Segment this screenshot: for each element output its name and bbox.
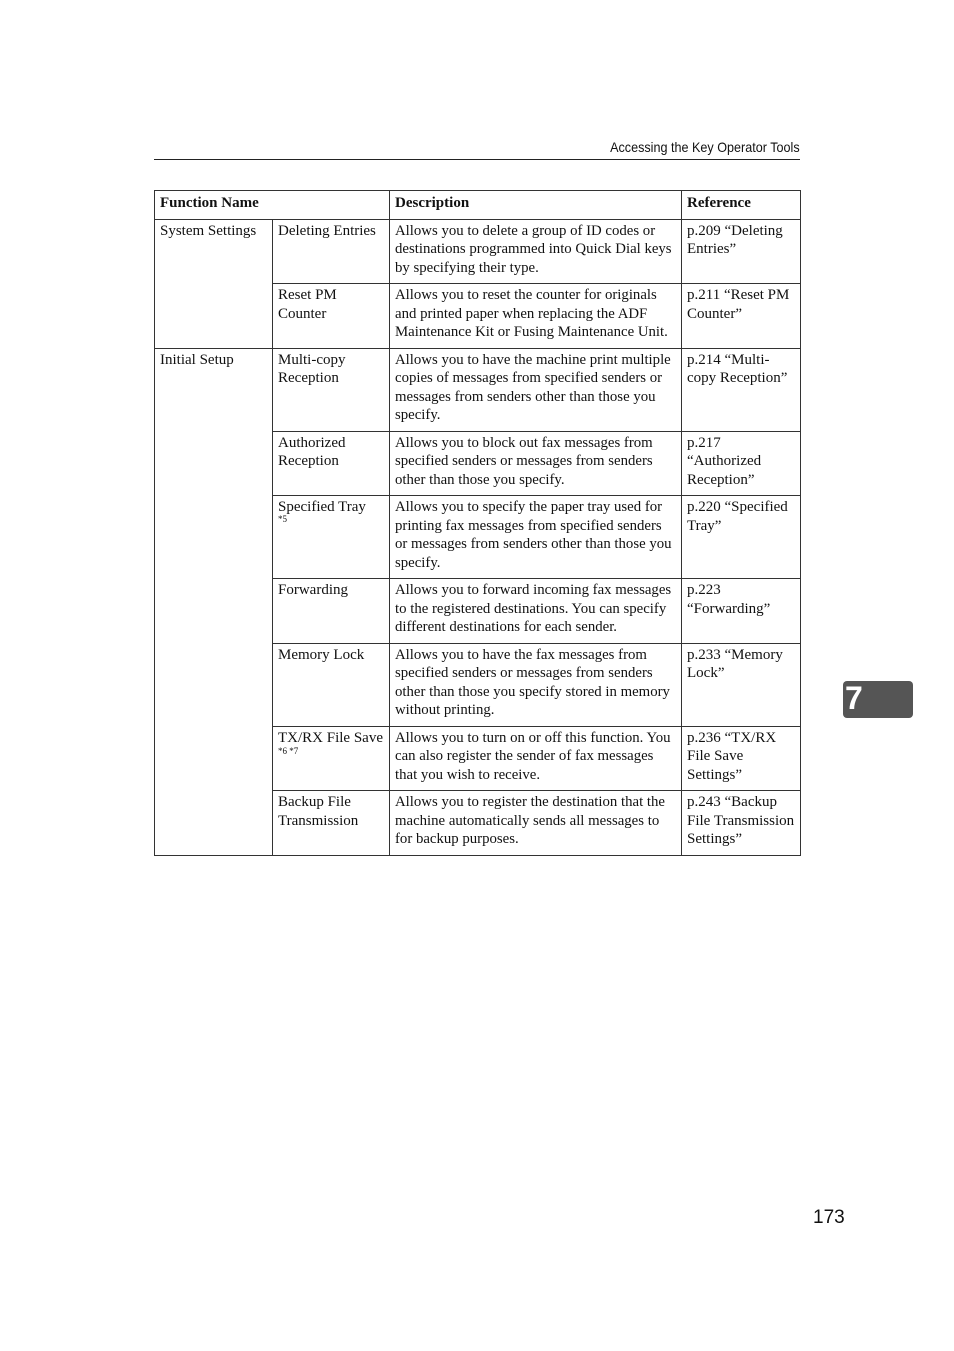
function-table <box>154 190 801 856</box>
column-header-function-name: Function Name <box>155 191 390 220</box>
footnote-marker: *6 *7 <box>278 746 299 756</box>
group-name-system-settings: System Settings <box>155 219 273 348</box>
function-name: Deleting Entries <box>278 222 376 239</box>
function-cell <box>273 579 390 644</box>
function-cell <box>273 726 390 791</box>
function-name: Authorized Reception <box>278 434 346 469</box>
page-number: 173 <box>813 1207 845 1228</box>
chapter-number: 7 <box>845 680 863 716</box>
description-cell: Allows you to reset the counter for originals and printed paper when replacing the ADF Maintenance Kit or Fusing Maintenance Unit. <box>390 284 682 349</box>
column-header-description: Description <box>390 191 682 220</box>
table-row <box>155 219 801 284</box>
description-cell: Allows you to have the machine print multiple copies of messages from specified senders or messages from senders other than those you specify. <box>390 348 682 431</box>
chapter-tab <box>843 681 913 718</box>
table-header-row <box>155 191 801 220</box>
function-name: TX/RX File Save <box>278 729 383 746</box>
table-row <box>155 348 801 431</box>
reference-cell: p.223 “Forwarding” <box>682 579 801 644</box>
function-cell <box>273 496 390 579</box>
description-cell: Allows you to specify the paper tray used for printing fax messages from specified senders or messages from senders other than those you specify. <box>390 496 682 579</box>
description-cell: Allows you to block out fax messages from specified senders or messages from senders other than those you specify. <box>390 431 682 496</box>
function-name: Backup File Transmission <box>278 794 359 829</box>
function-cell <box>273 791 390 856</box>
function-name: Memory Lock <box>278 646 365 663</box>
reference-cell: p.233 “Memory Lock” <box>682 643 801 726</box>
description-cell: Allows you to turn on or off this function. You can also register the sender of fax messages that you wish to receive. <box>390 726 682 791</box>
running-header-title: Accessing the Key Operator Tools <box>610 139 800 155</box>
reference-cell: p.214 “Multi-copy Reception” <box>682 348 801 431</box>
group-name-initial-setup: Initial Setup <box>155 348 273 855</box>
function-cell <box>273 643 390 726</box>
reference-cell: p.220 “Specified Tray” <box>682 496 801 579</box>
description-cell: Allows you to forward incoming fax messages to the registered destinations. You can specify different destinations for each sender. <box>390 579 682 644</box>
function-cell <box>273 219 390 284</box>
footnote-marker: *5 <box>278 513 287 524</box>
reference-cell: p.236 “TX/RX File Save Settings” <box>682 726 801 791</box>
function-name: Forwarding <box>278 582 348 598</box>
reference-cell: p.217 “Authorized Reception” <box>682 431 801 496</box>
function-cell <box>273 348 390 431</box>
reference-cell: p.243 “Backup File Transmission Settings” <box>682 791 801 856</box>
description-cell: Allows you to delete a group of ID codes or destinations programmed into Quick Dial keys by specifying their type. <box>390 219 682 284</box>
column-header-reference: Reference <box>682 191 801 220</box>
description-cell: Allows you to register the destination that the machine automatically sends all messages to for backup purposes. <box>390 791 682 856</box>
function-name: Reset PM Counter <box>278 287 337 322</box>
function-name: Specified Tray <box>278 499 366 515</box>
reference-cell: p.211 “Reset PM Counter” <box>682 284 801 349</box>
function-cell <box>273 431 390 496</box>
description-cell: Allows you to have the fax messages from specified senders or messages from senders other than those you specify stored in memory without printing. <box>390 643 682 726</box>
function-name: Multi-copy Reception <box>278 351 346 386</box>
reference-cell: p.209 “Deleting Entries” <box>682 219 801 284</box>
running-header <box>154 138 800 160</box>
function-cell <box>273 284 390 349</box>
